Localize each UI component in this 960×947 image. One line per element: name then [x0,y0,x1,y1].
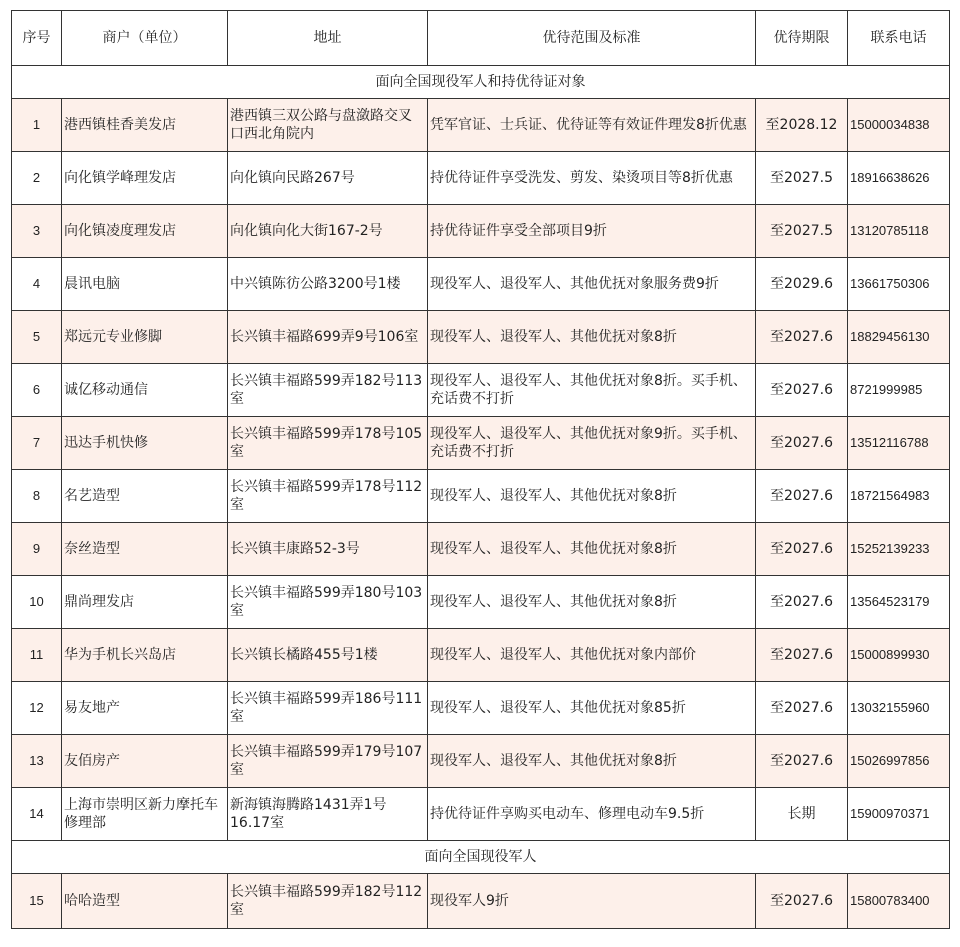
cell-merchant: 向化镇凌度理发店 [62,205,228,258]
cell-period: 至2027.6 [756,874,848,929]
cell-address: 向化镇向化大街167-2号 [228,205,428,258]
table-row [12,311,950,364]
cell-scope: 现役军人、退役军人、其他优抚对象8折 [428,523,756,576]
cell-merchant: 迅达手机快修 [62,417,228,470]
table-row [12,364,950,417]
section-header-row [12,66,950,99]
cell-scope: 现役军人9折 [428,874,756,929]
header-phone: 联系电话 [848,11,950,66]
cell-scope: 现役军人、退役军人、其他优抚对象8折 [428,311,756,364]
cell-address: 长兴镇丰福路599弄182号113室 [228,364,428,417]
cell-phone: 18721564983 [848,470,950,523]
header-period: 优待期限 [756,11,848,66]
cell-seq: 10 [12,576,62,629]
cell-period: 至2027.6 [756,735,848,788]
cell-period: 至2028.12 [756,99,848,152]
cell-seq: 9 [12,523,62,576]
cell-scope: 现役军人、退役军人、其他优抚对象8折 [428,576,756,629]
cell-seq: 7 [12,417,62,470]
cell-phone: 15000899930 [848,629,950,682]
header-address: 地址 [228,11,428,66]
table-row [12,417,950,470]
cell-scope: 持优待证件享购买电动车、修理电动车9.5折 [428,788,756,841]
table-row [12,99,950,152]
cell-phone: 18829456130 [848,311,950,364]
cell-phone: 13120785118 [848,205,950,258]
cell-merchant: 名艺造型 [62,470,228,523]
cell-scope: 现役军人、退役军人、其他优抚对象8折 [428,470,756,523]
cell-address: 长兴镇丰福路699弄9号106室 [228,311,428,364]
cell-phone: 18916638626 [848,152,950,205]
cell-scope: 现役军人、退役军人、其他优抚对象8折。买手机、充话费不打折 [428,364,756,417]
cell-scope: 凭军官证、士兵证、优待证等有效证件理发8折优惠 [428,99,756,152]
cell-scope: 现役军人、退役军人、其他优抚对象85折 [428,682,756,735]
cell-scope: 现役军人、退役军人、其他优抚对象服务费9折 [428,258,756,311]
cell-address: 长兴镇丰福路599弄186号111室 [228,682,428,735]
cell-scope: 持优待证件享受全部项目9折 [428,205,756,258]
cell-merchant: 上海市崇明区新力摩托车修理部 [62,788,228,841]
cell-seq: 14 [12,788,62,841]
cell-address: 港西镇三双公路与盘潋路交叉口西北角院内 [228,99,428,152]
cell-merchant: 郑远元专业修脚 [62,311,228,364]
cell-seq: 11 [12,629,62,682]
table-row [12,258,950,311]
cell-merchant: 晨讯电脑 [62,258,228,311]
cell-period: 至2027.5 [756,152,848,205]
cell-address: 新海镇海腾路1431弄1号16.17室 [228,788,428,841]
cell-phone: 13032155960 [848,682,950,735]
cell-phone: 15026997856 [848,735,950,788]
cell-scope: 现役军人、退役军人、其他优抚对象内部价 [428,629,756,682]
cell-phone: 13512116788 [848,417,950,470]
cell-period: 至2029.6 [756,258,848,311]
cell-period: 至2027.6 [756,417,848,470]
header-row [12,11,950,66]
header-scope: 优待范围及标准 [428,11,756,66]
cell-period: 至2027.6 [756,364,848,417]
cell-merchant: 哈哈造型 [62,874,228,929]
cell-period: 至2027.6 [756,682,848,735]
table-row [12,735,950,788]
cell-seq: 5 [12,311,62,364]
table-row [12,788,950,841]
section-title: 面向全国现役军人和持优待证对象 [12,66,950,99]
table-row [12,629,950,682]
cell-phone: 15800783400 [848,874,950,929]
cell-merchant: 诚亿移动通信 [62,364,228,417]
cell-phone: 15900970371 [848,788,950,841]
cell-seq: 1 [12,99,62,152]
cell-period: 至2027.6 [756,576,848,629]
cell-address: 长兴镇丰康路52-3号 [228,523,428,576]
cell-scope: 现役军人、退役军人、其他优抚对象9折。买手机、充话费不打折 [428,417,756,470]
cell-seq: 15 [12,874,62,929]
cell-phone: 8721999985 [848,364,950,417]
cell-merchant: 鼎尚理发店 [62,576,228,629]
cell-seq: 2 [12,152,62,205]
table-row [12,470,950,523]
cell-address: 长兴镇丰福路599弄178号112室 [228,470,428,523]
cell-seq: 3 [12,205,62,258]
cell-address: 长兴镇丰福路599弄178号105室 [228,417,428,470]
cell-phone: 13564523179 [848,576,950,629]
cell-address: 长兴镇丰福路599弄182号112室 [228,874,428,929]
cell-merchant: 港西镇桂香美发店 [62,99,228,152]
cell-scope: 持优待证件享受洗发、剪发、染烫项目等8折优惠 [428,152,756,205]
cell-address: 长兴镇丰福路599弄179号107室 [228,735,428,788]
cell-address: 长兴镇长橘路455号1楼 [228,629,428,682]
table-body [12,66,950,929]
table-row [12,576,950,629]
table-row [12,682,950,735]
cell-period: 至2027.5 [756,205,848,258]
cell-period: 至2027.6 [756,311,848,364]
cell-phone: 15252139233 [848,523,950,576]
header-seq: 序号 [12,11,62,66]
section-title: 面向全国现役军人 [12,841,950,874]
cell-phone: 15000034838 [848,99,950,152]
cell-period: 至2027.6 [756,470,848,523]
cell-merchant: 友佰房产 [62,735,228,788]
cell-merchant: 易友地产 [62,682,228,735]
cell-address: 长兴镇丰福路599弄180号103室 [228,576,428,629]
cell-scope: 现役军人、退役军人、其他优抚对象8折 [428,735,756,788]
table-row [12,523,950,576]
cell-seq: 6 [12,364,62,417]
cell-seq: 4 [12,258,62,311]
table-row [12,874,950,929]
benefit-merchant-table [11,10,950,929]
cell-period: 至2027.6 [756,523,848,576]
header-merchant: 商户（单位） [62,11,228,66]
cell-phone: 13661750306 [848,258,950,311]
table-row [12,152,950,205]
cell-period: 长期 [756,788,848,841]
cell-merchant: 奈丝造型 [62,523,228,576]
section-header-row [12,841,950,874]
cell-address: 向化镇向民路267号 [228,152,428,205]
cell-seq: 12 [12,682,62,735]
table-row [12,205,950,258]
cell-seq: 13 [12,735,62,788]
cell-address: 中兴镇陈彷公路3200号1楼 [228,258,428,311]
cell-seq: 8 [12,470,62,523]
cell-period: 至2027.6 [756,629,848,682]
cell-merchant: 华为手机长兴岛店 [62,629,228,682]
cell-merchant: 向化镇学峰理发店 [62,152,228,205]
